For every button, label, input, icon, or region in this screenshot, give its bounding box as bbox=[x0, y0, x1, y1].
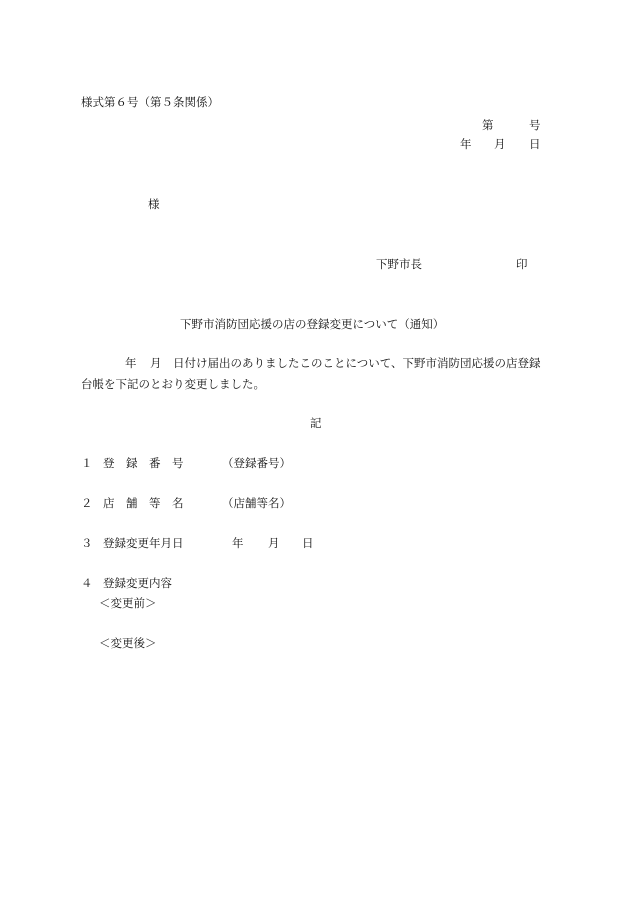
item-3-number: ３ bbox=[81, 536, 93, 550]
item-1-number: １ bbox=[81, 456, 93, 470]
issue-date-day: 日 bbox=[529, 137, 541, 151]
item-3-date-year: 年 bbox=[232, 536, 244, 550]
item-4-before-label: ＜変更前＞ bbox=[99, 596, 157, 610]
ki-heading: 記 bbox=[310, 416, 322, 430]
form-label: 様式第６号（第５条関係） bbox=[81, 95, 219, 109]
issue-date-month: 月 bbox=[494, 137, 506, 151]
item-2-value: （店舗等名） bbox=[222, 496, 291, 510]
seal-mark: 印 bbox=[516, 257, 528, 271]
body-line-1: 日付け届出のありましたこのことについて、下野市消防団応援の店登録 bbox=[173, 356, 541, 370]
body-line-2: 台帳を下記のとおり変更しました。 bbox=[81, 377, 265, 391]
issue-date-year: 年 bbox=[460, 137, 472, 151]
recipient-suffix: 様 bbox=[148, 197, 160, 211]
issuer-name: 下野市長 bbox=[376, 257, 422, 271]
item-2-label: 店 舗 等 名 bbox=[103, 496, 184, 510]
item-4-label: 登録変更内容 bbox=[103, 576, 172, 590]
body-date-month: 月 bbox=[150, 356, 162, 370]
document-number-dai: 第 bbox=[482, 118, 494, 132]
item-4-number: ４ bbox=[81, 576, 93, 590]
item-1-value: （登録番号） bbox=[222, 456, 291, 470]
item-1-label: 登 録 番 号 bbox=[103, 456, 184, 470]
item-3-label: 登録変更年月日 bbox=[103, 536, 184, 550]
document-number-go: 号 bbox=[529, 118, 541, 132]
item-3-date-day: 日 bbox=[302, 536, 314, 550]
item-3-date-month: 月 bbox=[268, 536, 280, 550]
body-date-year: 年 bbox=[125, 356, 137, 370]
item-2-number: ２ bbox=[81, 496, 93, 510]
item-4-after-label: ＜変更後＞ bbox=[99, 636, 157, 650]
document-title: 下野市消防団応援の店の登録変更について（通知） bbox=[180, 317, 445, 331]
